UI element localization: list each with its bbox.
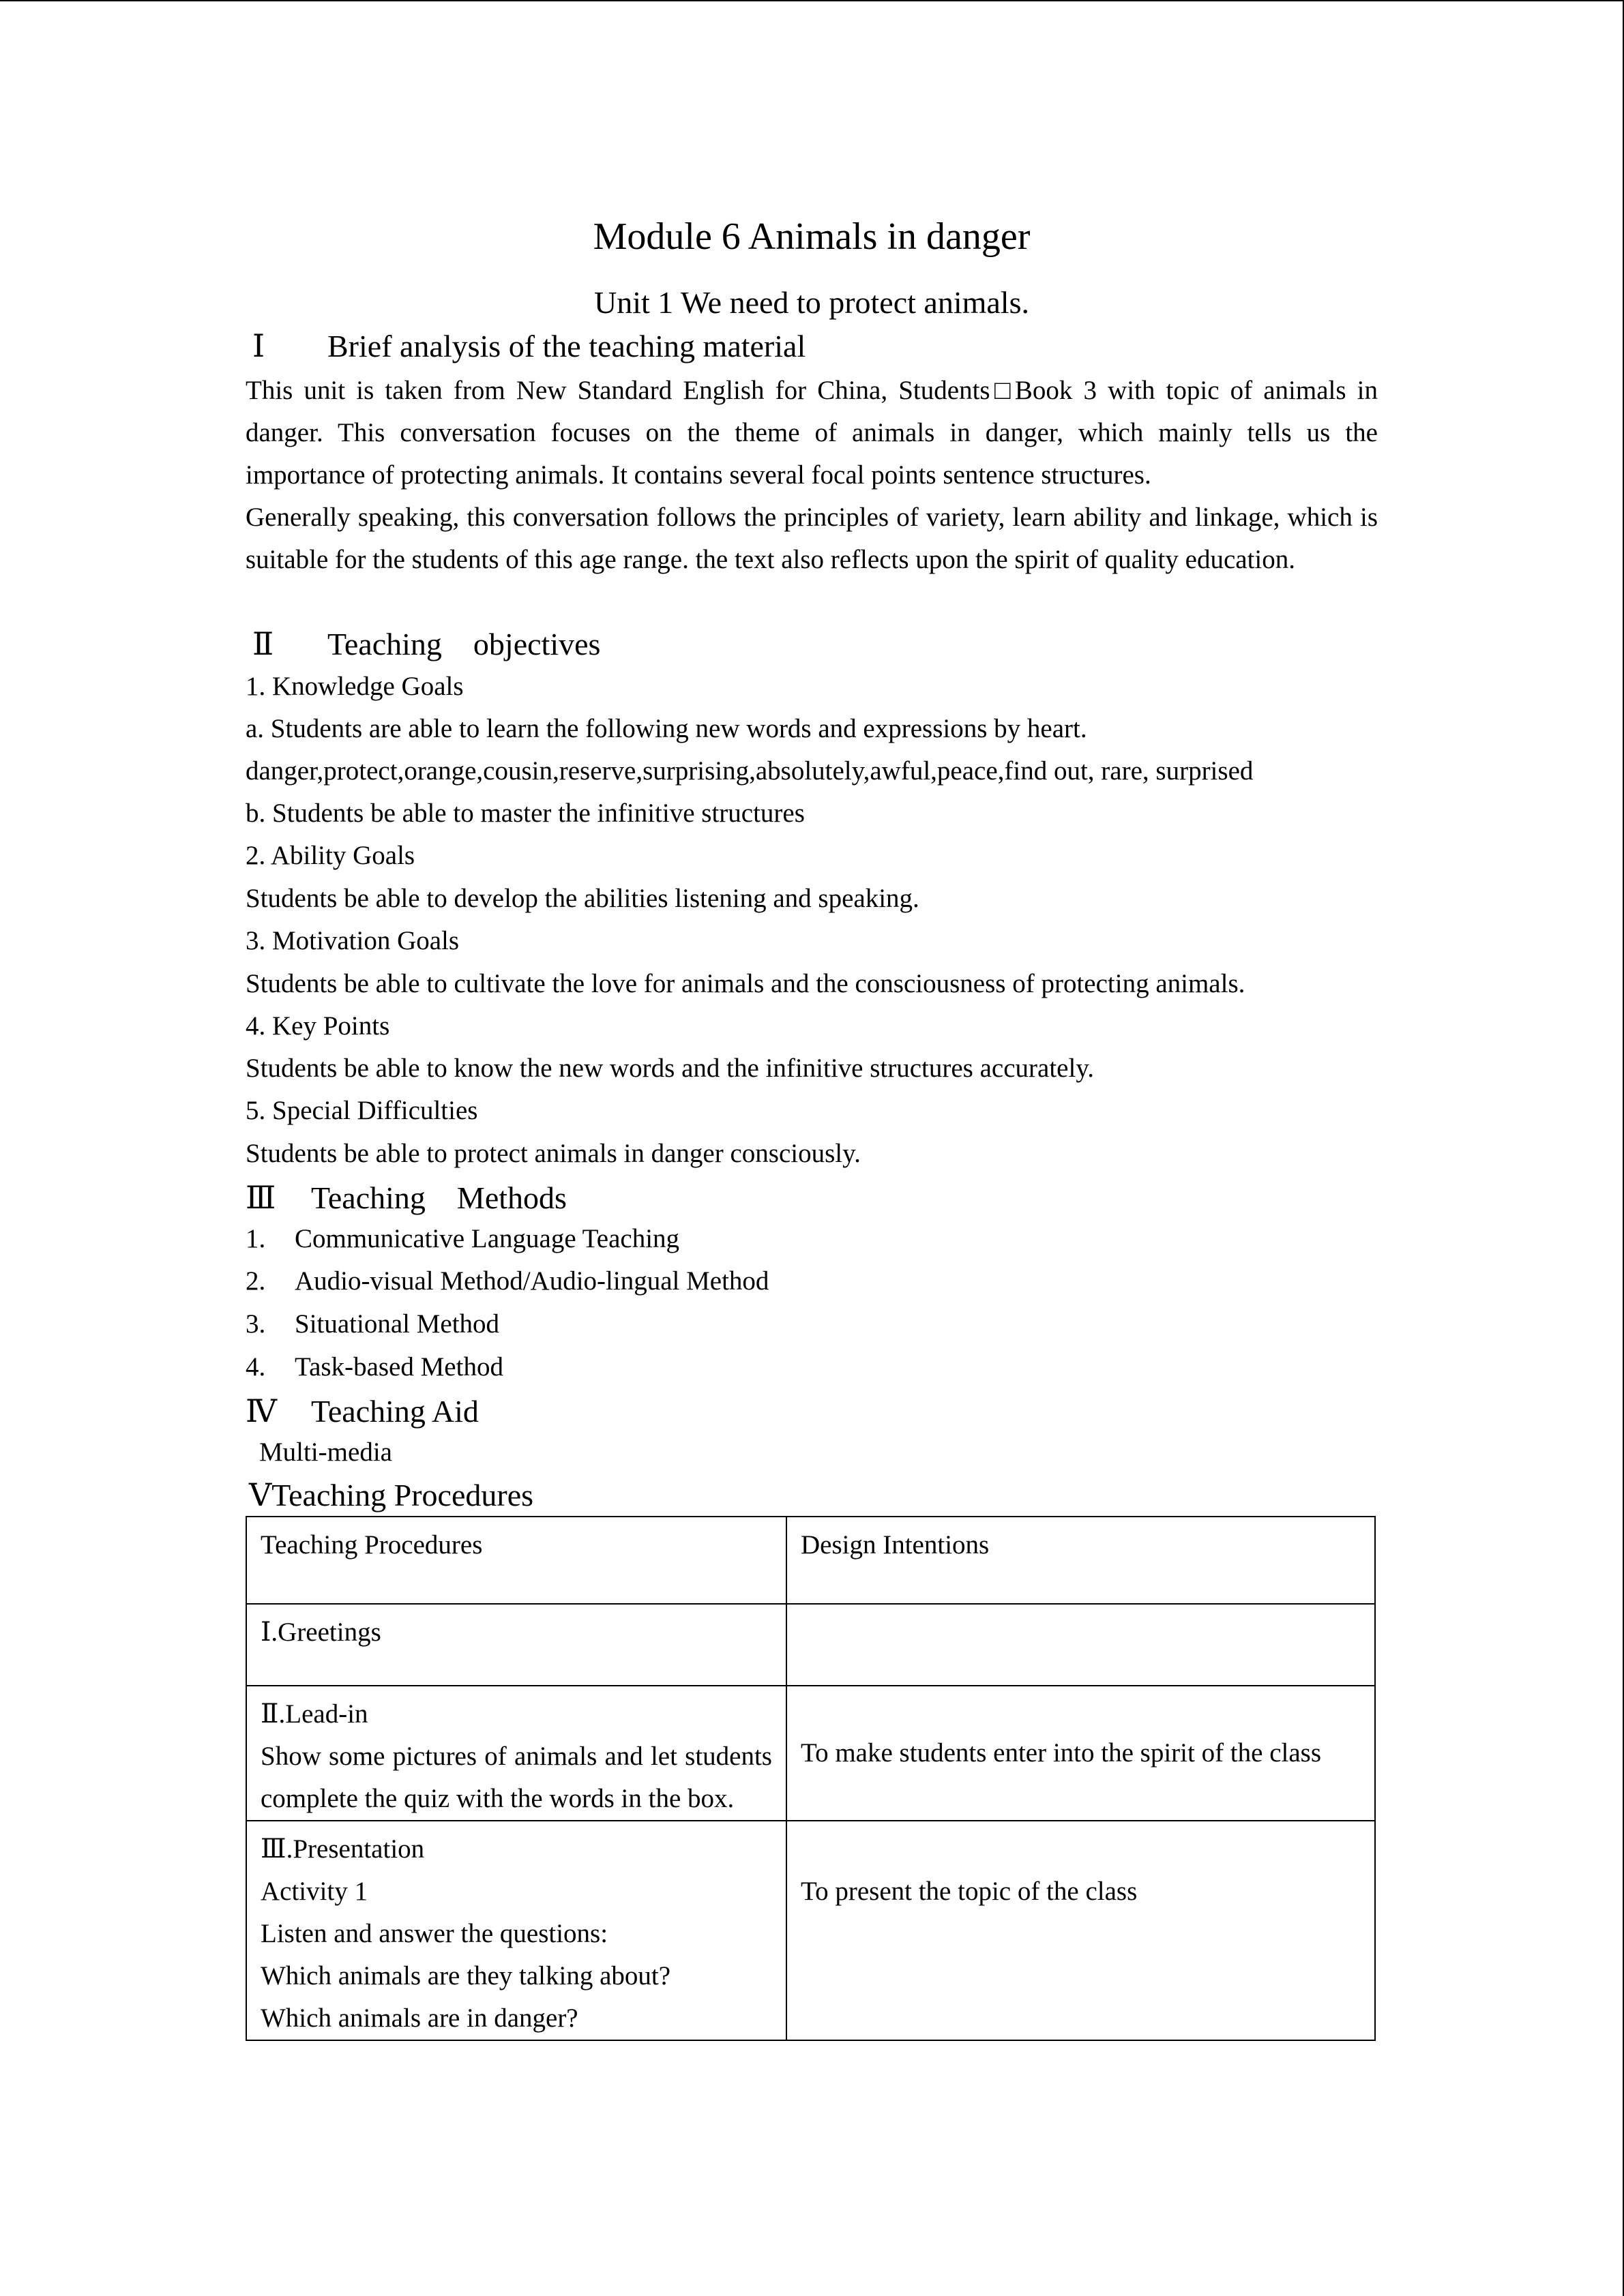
analysis-paragraph-1: This unit is taken from New Standard English for China, Students□Book 3 with topic of animals in danger. This conversation focuses on the theme of animals in danger, which mainly tells us the importance of protecting animals. It contains several focal points sentence structures. <box>246 376 1378 490</box>
section-title: Teaching Methods <box>311 1180 567 1215</box>
table-header-row <box>246 1517 1375 1604</box>
method-label: Communicative Language Teaching <box>295 1224 680 1253</box>
document-title: Module 6 Animals in danger <box>593 215 1031 258</box>
section-number: Ⅲ <box>246 1180 276 1215</box>
knowledge-goals-heading: 1. Knowledge Goals <box>246 672 464 701</box>
intention-cell: To make students enter into the spirit of the class <box>786 1686 1375 1821</box>
table-row <box>246 1604 1375 1686</box>
method-item <box>246 1352 503 1382</box>
header-cell-intentions: Design Intentions <box>786 1517 1375 1604</box>
procedure-cell <box>246 1686 786 1821</box>
procedure-step-title: Ⅰ.Greetings <box>261 1617 381 1647</box>
section-title: Teaching objectives <box>327 627 601 661</box>
table-row <box>246 1821 1375 2040</box>
intention-cell: To present the topic of the class <box>786 1821 1375 2040</box>
section-number: Ⅴ <box>249 1478 272 1512</box>
method-label: Audio-visual Method/Audio-lingual Method <box>295 1266 769 1296</box>
header-cell-procedures: Teaching Procedures <box>246 1517 786 1604</box>
section-heading-methods <box>246 1179 567 1216</box>
procedure-line: Which animals are they talking about? <box>261 1961 671 1991</box>
teaching-aid-text: Multi-media <box>259 1437 392 1467</box>
key-points-heading: 4. Key Points <box>246 1011 390 1041</box>
intention-cell <box>786 1604 1375 1686</box>
procedure-step-title: Ⅲ.Presentation <box>261 1834 425 1864</box>
ability-goals-heading: 2. Ability Goals <box>246 841 415 870</box>
method-number: 1. <box>246 1224 266 1253</box>
method-number: 4. <box>246 1352 266 1382</box>
motivation-goals-text: Students be able to cultivate the love for animals and the consciousness of protecting animals. <box>246 969 1245 998</box>
procedures-table <box>246 1516 1376 2041</box>
procedure-cell <box>246 1604 786 1686</box>
method-item <box>246 1266 769 1296</box>
section-number: Ⅳ <box>246 1394 277 1429</box>
procedure-line: Listen and answer the questions: <box>261 1919 608 1948</box>
motivation-goals-heading: 3. Motivation Goals <box>246 926 460 955</box>
key-points-text: Students be able to know the new words and the infinitive structures accurately. <box>246 1054 1095 1083</box>
procedure-step-title: Ⅱ.Lead-in <box>261 1699 368 1729</box>
section-title: Teaching Procedures <box>271 1478 534 1512</box>
method-item <box>246 1309 499 1339</box>
method-item <box>246 1223 679 1254</box>
document-subtitle: Unit 1 We need to protect animals. <box>593 285 1029 320</box>
word-list: danger,protect,orange,cousin,reserve,surprising,absolutely,awful,peace,find out, rare, surprised <box>246 756 1254 786</box>
procedure-line: Activity 1 <box>261 1877 368 1906</box>
section-number: Ⅱ <box>252 627 274 661</box>
section-title: Teaching Aid <box>311 1394 479 1429</box>
section-heading-aid <box>246 1392 479 1429</box>
method-label: Situational Method <box>295 1309 500 1339</box>
procedure-cell <box>246 1821 786 2040</box>
section-number: Ⅰ <box>252 329 265 363</box>
method-number: 3. <box>246 1309 266 1339</box>
special-difficulties-heading: 5. Special Difficulties <box>246 1096 478 1125</box>
procedure-step-body: Show some pictures of animals and let students complete the quiz with the words in the box. <box>261 1742 772 1813</box>
method-number: 2. <box>246 1266 266 1296</box>
knowledge-goal-b: b. Students be able to master the infinitive structures <box>246 799 805 828</box>
procedure-line: Which animals are in danger? <box>261 2003 578 2033</box>
section-heading-procedures <box>249 1476 533 1513</box>
method-label: Task-based Method <box>295 1352 503 1382</box>
knowledge-goal-a: a. Students are able to learn the following new words and expressions by heart. <box>246 714 1087 743</box>
table-row <box>246 1686 1375 1821</box>
ability-goals-text: Students be able to develop the abilities listening and speaking. <box>246 884 919 913</box>
section-heading-analysis <box>252 327 806 364</box>
special-difficulties-text: Students be able to protect animals in danger consciously. <box>246 1139 861 1168</box>
section-heading-objectives <box>252 625 600 662</box>
section-title: Brief analysis of the teaching material <box>327 329 806 363</box>
analysis-paragraph-2: Generally speaking, this conversation follows the principles of variety, learn ability and linkage, which is suitable for the students of this age range. the text also reflects upon the spirit of quality education. <box>246 503 1378 574</box>
